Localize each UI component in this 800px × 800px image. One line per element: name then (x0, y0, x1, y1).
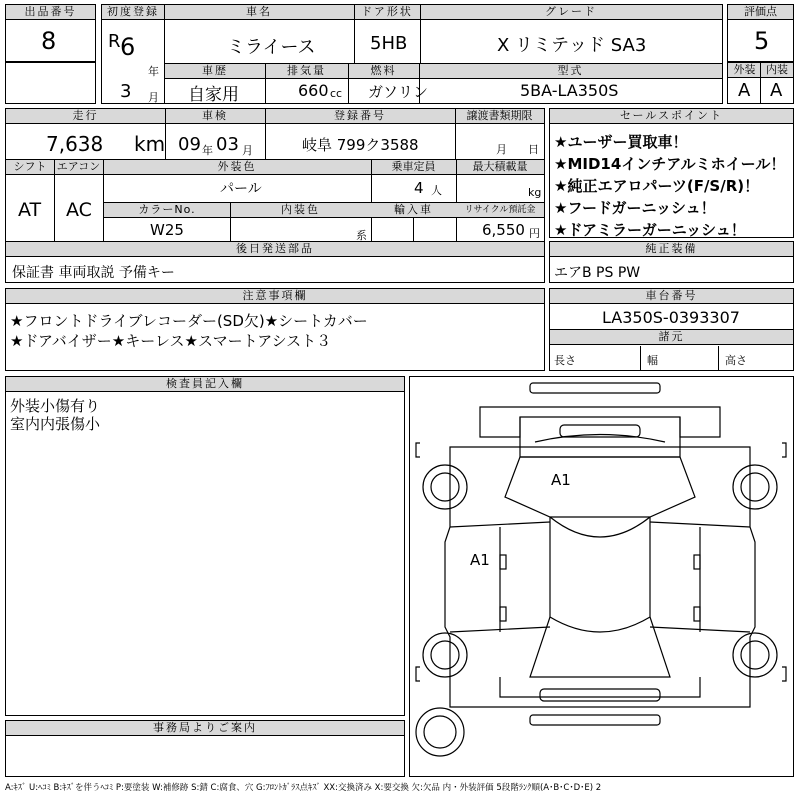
ext-grade: A (738, 80, 751, 101)
equipment: エアB PS PW (554, 265, 641, 281)
disp-unit: cc (330, 87, 343, 100)
inspect-label: 車検 (165, 109, 265, 124)
sales-item: ★MID14インチアルミホイール！ (554, 155, 786, 173)
sales-item: ★純正エアロパーツ(F/S/R)！ (554, 177, 760, 195)
mileage-label: 走行 (6, 109, 165, 124)
recycle-unit: 円 (529, 227, 540, 240)
sales-box (549, 108, 794, 238)
import-label: 輸入車 (371, 203, 456, 218)
inspect-year: 09 (178, 134, 201, 155)
details-box (5, 108, 545, 283)
docs-label: 譲渡書類期限 (455, 109, 544, 124)
inspector-box (5, 376, 405, 716)
sales-label: セールスポイント (550, 109, 793, 124)
lot-box (5, 4, 96, 62)
chassis-number: LA350S-0393307 (602, 308, 740, 327)
damage-mark: A1 (470, 551, 490, 569)
later-label: 後日発送部品 (6, 242, 544, 257)
model-name: ミライース (227, 37, 316, 58)
chassis-box (549, 288, 794, 371)
displacement: 660 (298, 81, 329, 100)
fuel: ガソリン (368, 83, 429, 101)
equipment-label: 純正装備 (550, 242, 793, 257)
grade: X リミテッド SA3 (497, 35, 647, 56)
fuel-label: 燃料 (348, 64, 419, 79)
model-label: 車名 (164, 5, 354, 20)
era: R (108, 31, 121, 52)
sales-item: ★フードガーニッシュ！ (554, 199, 716, 217)
disp-label: 排気量 (265, 64, 348, 79)
score-label: 評価点 (728, 5, 793, 20)
int-grade: A (770, 80, 783, 101)
header-row-box (101, 4, 723, 104)
history-label: 車歴 (165, 64, 265, 79)
inspect-month-unit: 月 (242, 144, 253, 157)
month-unit: 月 (148, 91, 159, 104)
legend: A:ｷｽﾞ U:ﾍｺﾐ B:ｷｽﾞを伴うﾍｺﾐ P:要塗装 W:補修跡 S:錆 C:腐食、穴 G:ﾌﾛﾝﾄｶﾞﾗｽ点ｷｽﾞ XX:交換済み X:要交換 欠:欠品 内・外装評価 5段階ﾗﾝｸ順(A･B･C･D･E) 2 (5, 783, 602, 793)
notes-line: ★フロントドライブレコーダー(SD欠)★シートカバー (10, 312, 368, 330)
door-type: 5HB (370, 33, 408, 54)
damage-mark: A1 (551, 471, 571, 489)
intcolor-unit: 系 (356, 229, 367, 242)
damage-diagram (409, 376, 794, 777)
reg-month: 3 (120, 81, 132, 102)
lot-blank-box (5, 62, 96, 104)
shift: AT (18, 199, 42, 221)
reg-label: 初度登録 (102, 5, 164, 20)
dim-width: 幅 (647, 354, 658, 367)
notes-label: 注意事項欄 (6, 289, 544, 304)
grade-label: グレード (420, 5, 722, 20)
car-outline-diagram (410, 377, 793, 776)
office-label: 事務局よりご案内 (6, 721, 404, 736)
color-number: W25 (150, 221, 184, 239)
inspector-line: 外装小傷有り (10, 397, 101, 415)
inspect-year-unit: 年 (202, 144, 213, 157)
door-label: ドア形状 (354, 5, 420, 20)
inspector-label: 検査員記入欄 (6, 377, 404, 392)
lot-number: 8 (41, 27, 57, 55)
colorno-label: カラーNo. (104, 203, 230, 218)
dims-label: 諸元 (550, 330, 793, 345)
sales-item: ★ドアミラーガーニッシュ！ (554, 221, 746, 239)
capacity-label: 乗車定員 (371, 160, 456, 175)
inspector-line: 室内内張傷小 (10, 415, 101, 433)
reg-number: 岐阜 799ク3588 (302, 136, 419, 154)
inspect-month: 03 (216, 134, 239, 155)
history: 自家用 (188, 85, 239, 105)
reg-year: 6 (120, 33, 136, 61)
int-label: 内装 (761, 63, 793, 78)
model-type: 5BA-LA350S (520, 81, 619, 100)
shift-label: シフト (6, 160, 54, 175)
load-unit: kg (528, 186, 542, 199)
later-parts: 保証書 車両取説 予備キー (12, 265, 175, 281)
office-box (5, 720, 405, 777)
equipment-box (549, 241, 794, 283)
ext-int-box (727, 62, 794, 104)
docs-day: 日 (528, 143, 539, 156)
capacity-unit: 人 (431, 184, 442, 197)
recycle-label: リサイクル預託金 (456, 203, 544, 218)
ac-label: エアコン (54, 160, 103, 175)
year-unit: 年 (148, 65, 159, 78)
ext-label: 外装 (728, 63, 761, 78)
ac: AC (66, 199, 92, 221)
regno-label: 登録番号 (265, 109, 455, 124)
sales-item: ★ユーザー買取車！ (554, 133, 688, 151)
mileage: 7,638 (46, 132, 104, 156)
docs-month: 月 (496, 143, 507, 156)
notes-line: ★ドアバイザー★キーレス★スマートアシスト３ (10, 332, 332, 350)
notes-box (5, 288, 545, 371)
mileage-unit: km (134, 132, 166, 156)
recycle-fee: 6,550 (482, 221, 525, 239)
dim-length: 長さ (554, 354, 576, 367)
ext-color: パール (220, 181, 262, 197)
type-label: 型式 (419, 64, 722, 79)
intcolor-label: 内装色 (230, 203, 371, 218)
chassis-label: 車台番号 (550, 289, 793, 304)
lot-label: 出品番号 (6, 5, 95, 20)
score-box (727, 4, 794, 62)
score: 5 (754, 27, 770, 55)
dim-height: 高さ (725, 354, 747, 367)
color-label: 外装色 (103, 160, 371, 175)
load-label: 最大積載量 (456, 160, 544, 175)
capacity: 4 (414, 179, 424, 197)
